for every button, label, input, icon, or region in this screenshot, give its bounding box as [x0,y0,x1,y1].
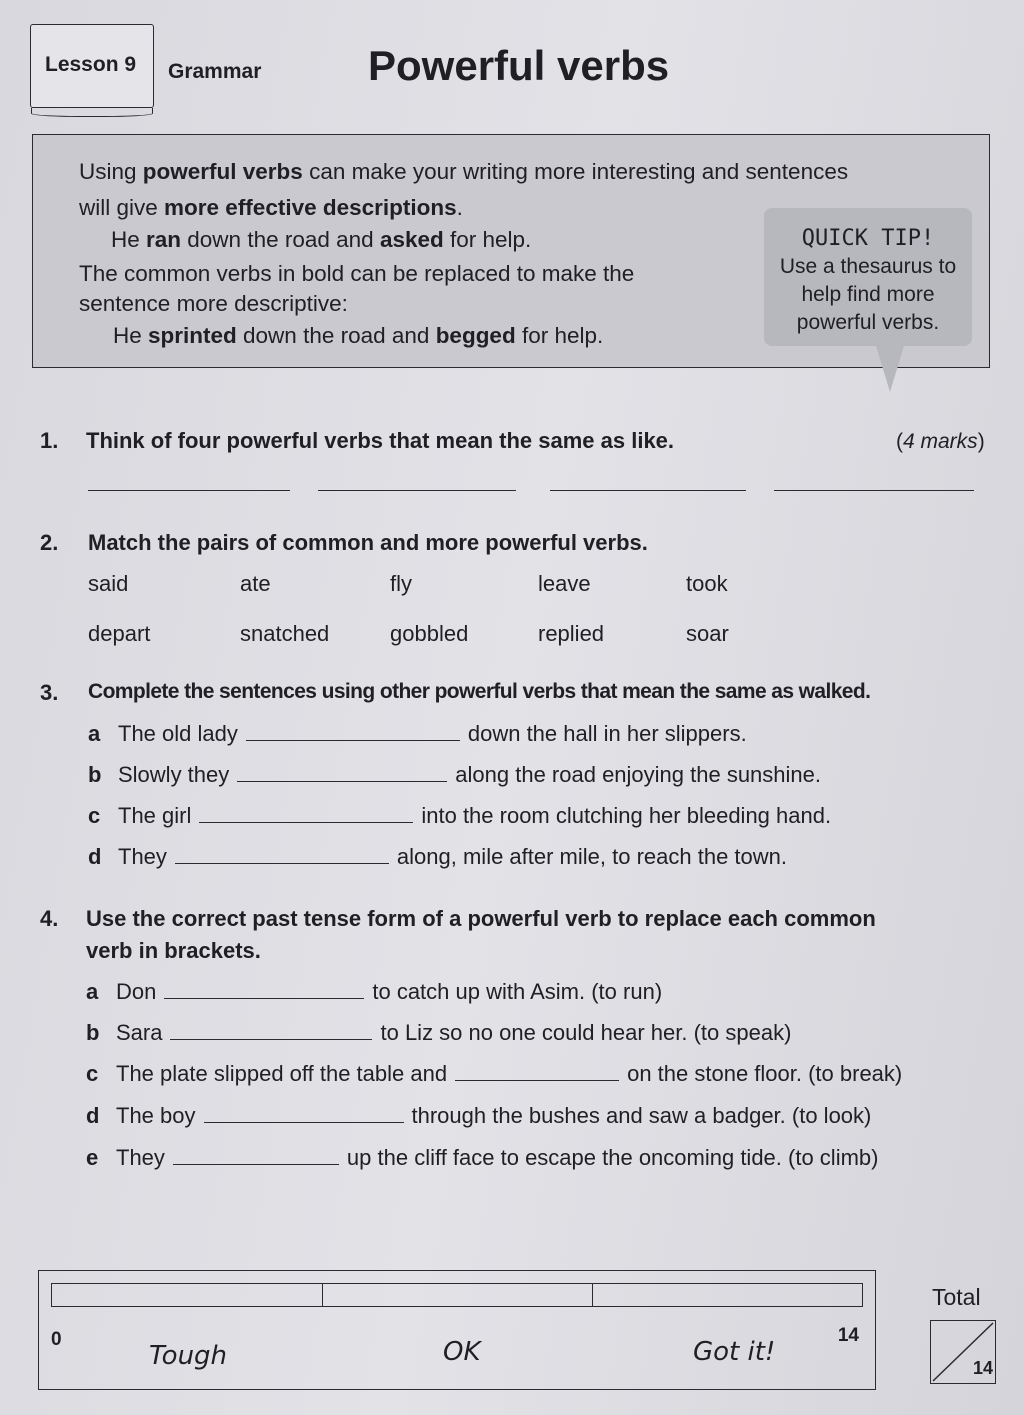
powerful-verb[interactable]: gobbled [390,621,469,646]
lesson-book-badge [30,24,154,108]
info-line-1: Using powerful verbs can make your writing more interesting and sentences [79,159,849,184]
q4-item-d: d The boy through the bushes and saw a badger. (to look) [86,1103,872,1128]
q4-item-c: c The plate slipped off the table and on the stone floor. (to break) [86,1061,903,1086]
subject-label: Grammar [168,60,262,83]
answer-blank[interactable] [173,1146,339,1165]
question-1-text: Think of four powerful verbs that mean the same as like. [86,428,675,453]
answer-blank[interactable] [237,763,447,782]
question-3-number: 3. [40,680,59,705]
answer-blank[interactable] [204,1104,404,1123]
progress-max: 14 [837,1325,859,1346]
question-1-marks: (4 marks) [896,430,985,453]
q3-item-c: c The girl into the room clutching her bleeding hand. [88,803,832,828]
common-verb[interactable]: took [686,571,728,596]
answer-blank[interactable] [170,1021,372,1040]
info-line-4: sentence more descriptive: [79,291,348,316]
progress-divider [322,1284,323,1306]
tip-text: Use a thesaurus to help find more powerful verbs. [779,255,957,334]
info-example-1: He ran down the road and asked for help. [111,227,532,252]
total-label: Total [932,1284,981,1310]
common-verb[interactable]: fly [390,571,412,596]
info-line-2: will give more effective descriptions. [79,195,463,220]
quick-tip-bubble [764,208,972,346]
progress-divider [592,1284,593,1306]
powerful-verb[interactable]: soar [686,621,729,646]
answer-blank[interactable] [246,722,460,741]
progress-label-ok: OK [443,1337,481,1367]
q4-item-b: b Sara to Liz so no one could hear her. (to speak) [86,1020,792,1045]
question-2-number: 2. [40,530,59,555]
q3-item-b: b Slowly they along the road enjoying the sunshine. [88,762,821,787]
lesson-label: Lesson 9 [45,53,137,76]
question-2-text: Match the pairs of common and more powerful verbs. [88,530,648,555]
common-verb[interactable]: said [88,571,129,596]
powerful-verb[interactable]: snatched [240,621,330,646]
answer-line-3[interactable] [550,490,746,491]
answer-line-1[interactable] [88,490,290,491]
question-1-number: 1. [40,428,59,453]
answer-blank[interactable] [164,980,364,999]
answer-blank[interactable] [175,845,389,864]
tip-title: QUICK TIP! [801,226,935,251]
question-4-text-line-1: Use the correct past tense form of a powerful verb to replace each common [86,906,876,931]
common-verb[interactable]: ate [240,571,271,596]
powerful-verb[interactable]: depart [88,621,151,646]
answer-blank[interactable] [199,804,413,823]
info-line-3: The common verbs in bold can be replaced to make the [79,261,635,286]
progress-bar[interactable] [51,1283,863,1307]
progress-min: 0 [51,1329,62,1350]
answer-line-2[interactable] [318,490,516,491]
q3-item-a: a The old lady down the hall in her slippers. [88,721,747,746]
info-example-2: He sprinted down the road and begged for help. [113,323,604,348]
question-4-text-line-2: verb in brackets. [86,938,261,963]
progress-label-got-it: Got it! [693,1337,776,1367]
total-score-box[interactable] [930,1320,996,1384]
q4-item-e: e They up the cliff face to escape the oncoming tide. (to climb) [86,1145,879,1170]
total-max: 14 [972,1358,993,1378]
page-title: Powerful verbs [368,42,670,89]
answer-line-4[interactable] [774,490,974,491]
question-3-text: Complete the sentences using other powerful verbs that mean the same as walked. [88,680,871,703]
progress-label-tough: Tough [149,1341,228,1371]
answer-blank[interactable] [455,1062,619,1081]
powerful-verb[interactable]: replied [538,621,605,646]
q3-item-d: d They along, mile after mile, to reach the town. [88,844,788,869]
question-4-number: 4. [40,906,59,931]
progress-tracker [38,1270,876,1390]
q4-item-a: a Don to catch up with Asim. (to run) [86,979,663,1004]
common-verb[interactable]: leave [538,571,591,596]
